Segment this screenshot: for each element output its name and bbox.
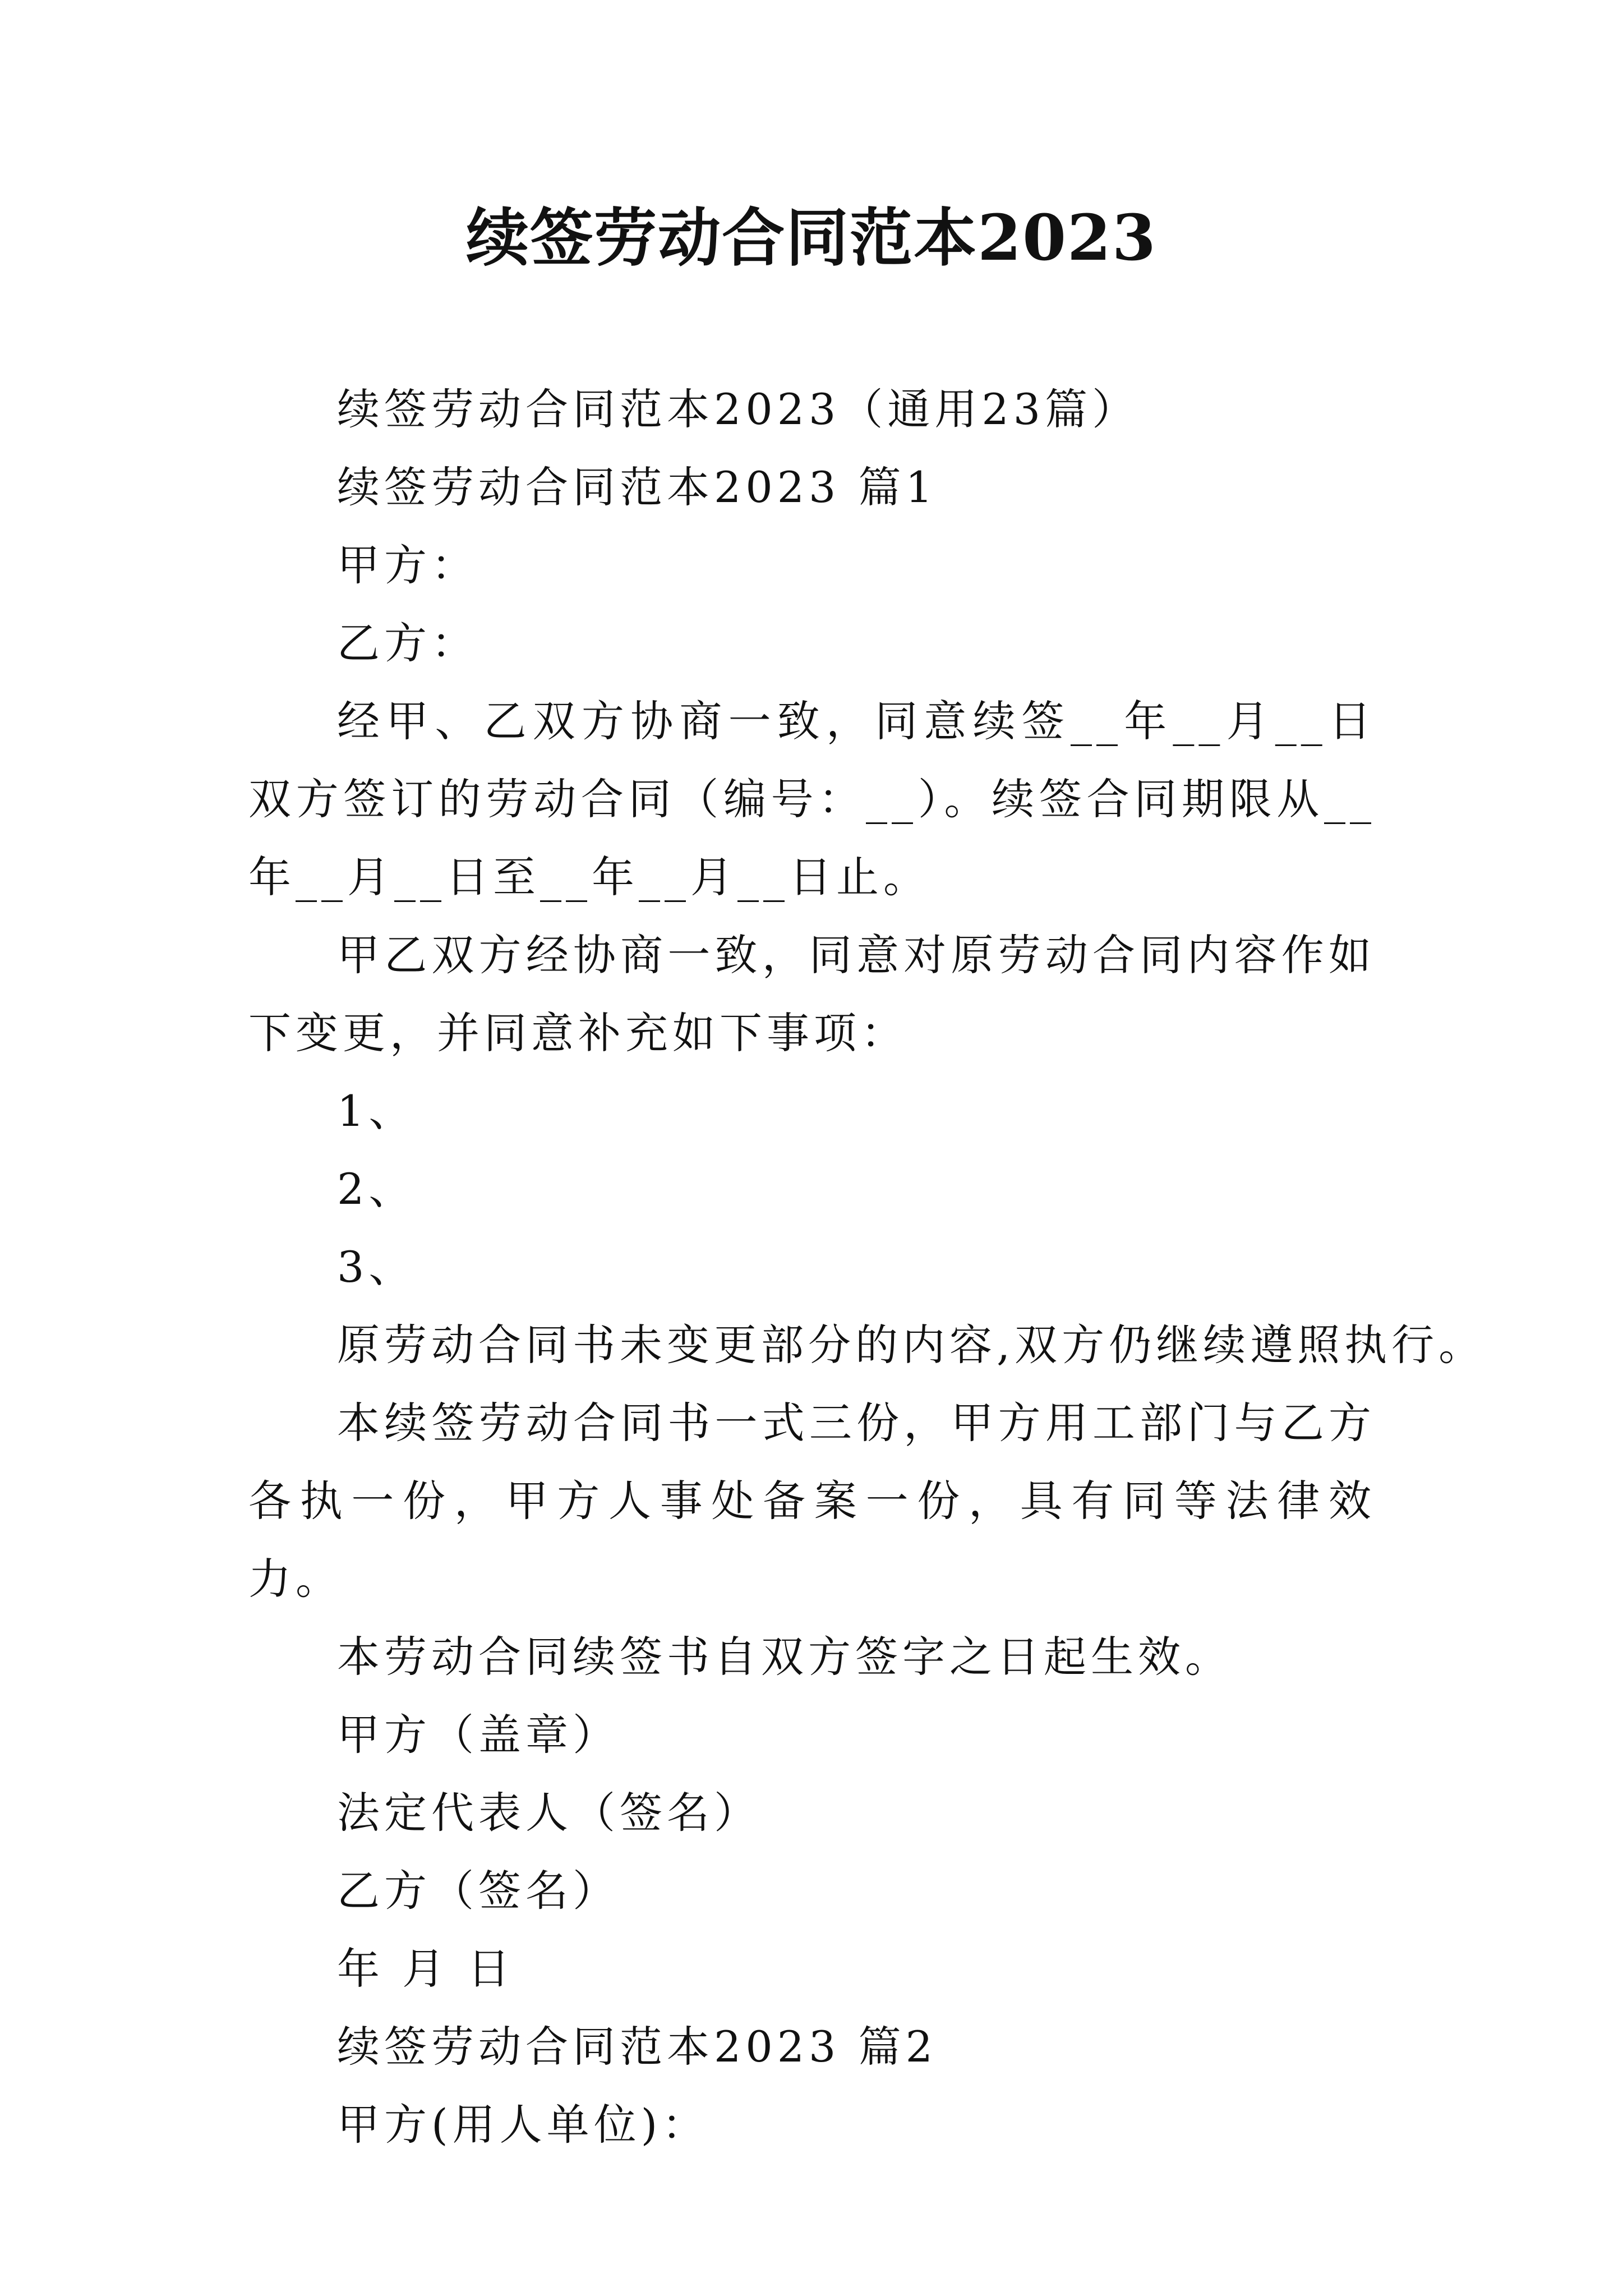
paragraph-unchanged-terms: 原劳动合同书未变更部分的内容,双方仍继续遵照执行。 <box>337 1320 1486 1370</box>
paragraph-copies: 本续签劳动合同书一式三份，甲方用工部门与乙方各执一份，甲方人事处备案一份，具有同等法律效力。 <box>248 1398 1376 1604</box>
paragraph-item-1: 1、 <box>337 1086 416 1136</box>
paragraph-date: 年 月 日 <box>337 1944 515 1994</box>
paragraph-party-a: 甲方： <box>337 540 478 590</box>
paragraph-party-a-seal: 甲方（盖章） <box>337 1710 620 1760</box>
paragraph-item-3: 3、 <box>337 1242 416 1292</box>
document-body <box>248 370 1486 2164</box>
paragraph-legal-representative: 法定代表人（签名） <box>337 1788 761 1838</box>
paragraph-subtitle: 续签劳动合同范本2023（通用23篇） <box>337 384 1140 434</box>
paragraph-section-heading-2: 续签劳动合同范本2023 篇2 <box>337 2022 937 2072</box>
paragraph-party-b: 乙方： <box>337 618 478 668</box>
paragraph-effective: 本劳动合同续签书自双方签字之日起生效。 <box>337 1632 1232 1682</box>
paragraph-section-heading-1: 续签劳动合同范本2023 篇1 <box>337 462 937 512</box>
paragraph-amendments: 甲乙双方经协商一致，同意对原劳动合同内容作如下变更，并同意补充如下事项： <box>248 930 1376 1058</box>
paragraph-renewal-term: 经甲、乙双方协商一致，同意续签__年__月__日双方签订的劳动合同（编号：__）。续签合同期限从__年__月__日至__年__月__日止。 <box>248 696 1376 902</box>
paragraph-employer: 甲方(用人单位)： <box>337 2100 709 2150</box>
document-title: 续签劳动合同范本2023 <box>466 201 1157 275</box>
paragraph-item-2: 2、 <box>337 1164 416 1214</box>
paragraph-party-b-signature: 乙方（签名） <box>337 1866 620 1916</box>
